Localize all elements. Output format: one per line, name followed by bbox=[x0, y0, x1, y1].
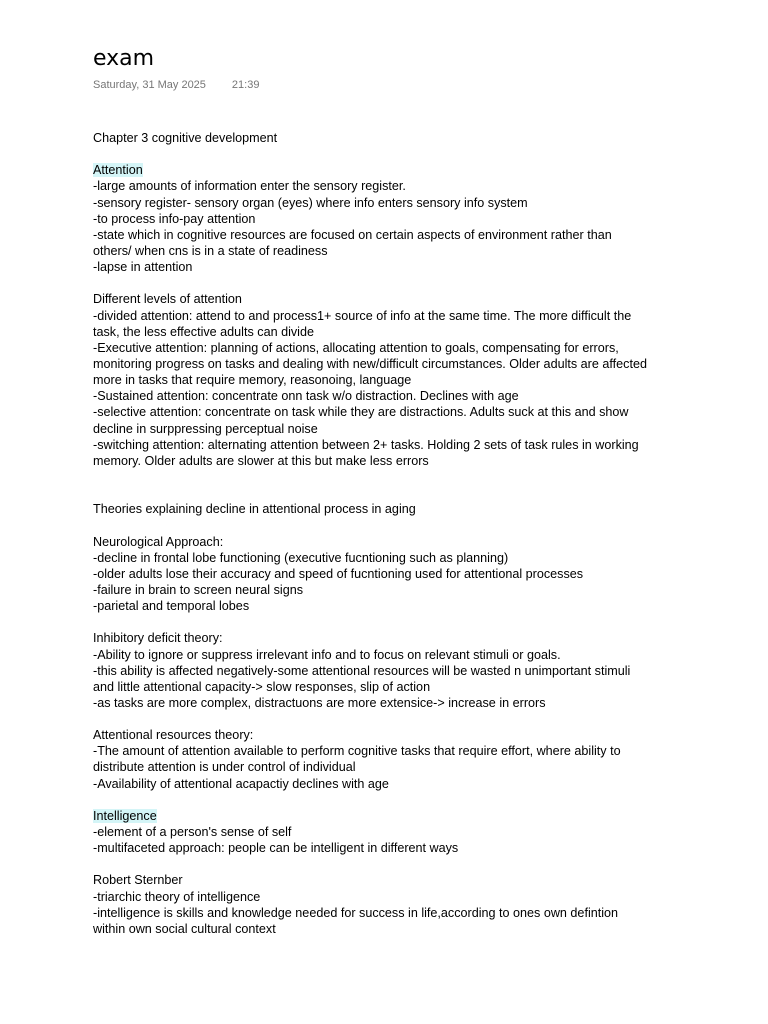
line-text: Neurological Approach: bbox=[93, 534, 224, 549]
text-line[interactable] bbox=[93, 308, 693, 324]
text-line[interactable] bbox=[93, 663, 693, 679]
line-text: -Executive attention: planning of actions, allocating attention to goals, compensating for errors, bbox=[93, 340, 619, 355]
text-line[interactable] bbox=[93, 889, 693, 905]
blank-line bbox=[93, 711, 693, 727]
text-line[interactable] bbox=[93, 776, 693, 792]
blank-line bbox=[93, 856, 693, 872]
line-text: -large amounts of information enter the sensory register. bbox=[93, 179, 406, 194]
line-text: -Sustained attention: concentrate onn task w/o distraction. Declines with age bbox=[93, 389, 519, 404]
note-body[interactable] bbox=[93, 130, 693, 937]
text-line[interactable] bbox=[93, 534, 693, 550]
text-line[interactable] bbox=[93, 259, 693, 275]
blank-line bbox=[93, 469, 693, 485]
line-text: -older adults lose their accuracy and speed of fucntioning used for attentional processes bbox=[93, 566, 584, 581]
page-metadata bbox=[93, 77, 259, 93]
text-line[interactable] bbox=[93, 324, 693, 340]
text-line[interactable] bbox=[93, 130, 693, 146]
text-line[interactable] bbox=[93, 453, 693, 469]
line-text: Inhibitory deficit theory: bbox=[93, 631, 223, 646]
text-line[interactable] bbox=[93, 211, 693, 227]
text-line[interactable] bbox=[93, 421, 693, 437]
line-text: -selective attention: concentrate on task while they are distractions. Adults suck at this and show bbox=[93, 405, 629, 420]
text-line[interactable] bbox=[93, 598, 693, 614]
blank-line bbox=[93, 792, 693, 808]
text-line[interactable] bbox=[93, 695, 693, 711]
page-date: Saturday, 31 May 2025 bbox=[93, 79, 206, 91]
text-line[interactable] bbox=[93, 743, 693, 759]
text-line[interactable] bbox=[93, 404, 693, 420]
text-line[interactable] bbox=[93, 340, 693, 356]
line-text: -triarchic theory of intelligence bbox=[93, 889, 261, 904]
text-line[interactable] bbox=[93, 582, 693, 598]
line-text: -state which in cognitive resources are focused on certain aspects of environment rather than bbox=[93, 227, 612, 242]
text-line[interactable] bbox=[93, 550, 693, 566]
text-line[interactable] bbox=[93, 437, 693, 453]
line-text: -to process info-pay attention bbox=[93, 211, 256, 226]
line-text: task, the less effective adults can divide bbox=[93, 324, 314, 339]
line-text: -multifaceted approach: people can be intelligent in different ways bbox=[93, 841, 459, 856]
line-text: -intelligence is skills and knowledge needed for success in life,according to ones own defintion bbox=[93, 905, 619, 920]
text-line[interactable] bbox=[93, 921, 693, 937]
line-text: decline in surppressing perceptual noise bbox=[93, 421, 318, 436]
highlighted-heading[interactable] bbox=[93, 808, 693, 824]
text-line[interactable] bbox=[93, 824, 693, 840]
text-line[interactable] bbox=[93, 647, 693, 663]
line-text: -element of a person's sense of self bbox=[93, 825, 292, 840]
text-line[interactable] bbox=[93, 243, 693, 259]
line-text: -The amount of attention available to perform cognitive tasks that require effort, where ability to bbox=[93, 744, 621, 759]
text-line[interactable] bbox=[93, 840, 693, 856]
text-line[interactable] bbox=[93, 372, 693, 388]
blank-line bbox=[93, 485, 693, 501]
line-text: Theories explaining decline in attentional process in aging bbox=[93, 502, 416, 517]
line-text: within own social cultural context bbox=[93, 921, 276, 936]
text-line[interactable] bbox=[93, 356, 693, 372]
line-text: distribute attention is under control of individual bbox=[93, 760, 356, 775]
line-text: -failure in brain to screen neural signs bbox=[93, 582, 304, 597]
line-text: -as tasks are more complex, distractuons are more extensice-> increase in errors bbox=[93, 695, 546, 710]
line-text: -Ability to ignore or suppress irrelevant info and to focus on relevant stimuli or goals. bbox=[93, 647, 561, 662]
line-text: Different levels of attention bbox=[93, 292, 242, 307]
page-time: 21:39 bbox=[231, 79, 260, 91]
text-line[interactable] bbox=[93, 905, 693, 921]
line-text: Intelligence bbox=[93, 808, 157, 823]
blank-line bbox=[93, 614, 693, 630]
text-line[interactable] bbox=[93, 227, 693, 243]
text-line[interactable] bbox=[93, 566, 693, 582]
line-text: -lapse in attention bbox=[93, 260, 193, 275]
line-text: -divided attention: attend to and process1+ source of info at the same time. The more difficult the bbox=[93, 308, 632, 323]
text-line[interactable] bbox=[93, 630, 693, 646]
line-text: more in tasks that require memory, reasonoing, language bbox=[93, 373, 412, 388]
line-text: memory. Older adults are slower at this but make less errors bbox=[93, 453, 429, 468]
text-line[interactable] bbox=[93, 872, 693, 888]
text-line[interactable] bbox=[93, 195, 693, 211]
line-text: others/ when cns is in a state of readiness bbox=[93, 243, 328, 258]
line-text: Attentional resources theory: bbox=[93, 728, 254, 743]
text-line[interactable] bbox=[93, 178, 693, 194]
blank-line bbox=[93, 146, 693, 162]
line-text: Chapter 3 cognitive development bbox=[93, 131, 278, 145]
highlighted-heading[interactable] bbox=[93, 162, 693, 178]
line-text: -Availability of attentional acapactiy declines with age bbox=[93, 776, 389, 791]
text-line[interactable] bbox=[93, 388, 693, 404]
line-text: Attention bbox=[93, 163, 143, 178]
line-text: -decline in frontal lobe functioning (executive fucntioning such as planning) bbox=[93, 550, 509, 565]
text-line[interactable] bbox=[93, 679, 693, 695]
line-text: -this ability is affected negatively-some attentional resources will be wasted n unimportant stimuli bbox=[93, 663, 631, 678]
text-line[interactable] bbox=[93, 759, 693, 775]
blank-line bbox=[93, 275, 693, 291]
text-line[interactable] bbox=[93, 727, 693, 743]
text-line[interactable] bbox=[93, 291, 693, 307]
page-title[interactable]: exam bbox=[93, 46, 155, 71]
line-text: Robert Sternber bbox=[93, 873, 183, 888]
line-text: -switching attention: alternating attention between 2+ tasks. Holding 2 sets of task rules in working bbox=[93, 437, 639, 452]
line-text: and little attentional capacity-> slow responses, slip of action bbox=[93, 679, 431, 694]
line-text: -sensory register- sensory organ (eyes) where info enters sensory info system bbox=[93, 195, 528, 210]
line-text: -parietal and temporal lobes bbox=[93, 599, 250, 614]
blank-line bbox=[93, 517, 693, 533]
text-line[interactable] bbox=[93, 501, 693, 517]
line-text: monitoring progress on tasks and dealing with new/difficult circumstances. Older adults are affected bbox=[93, 356, 647, 371]
